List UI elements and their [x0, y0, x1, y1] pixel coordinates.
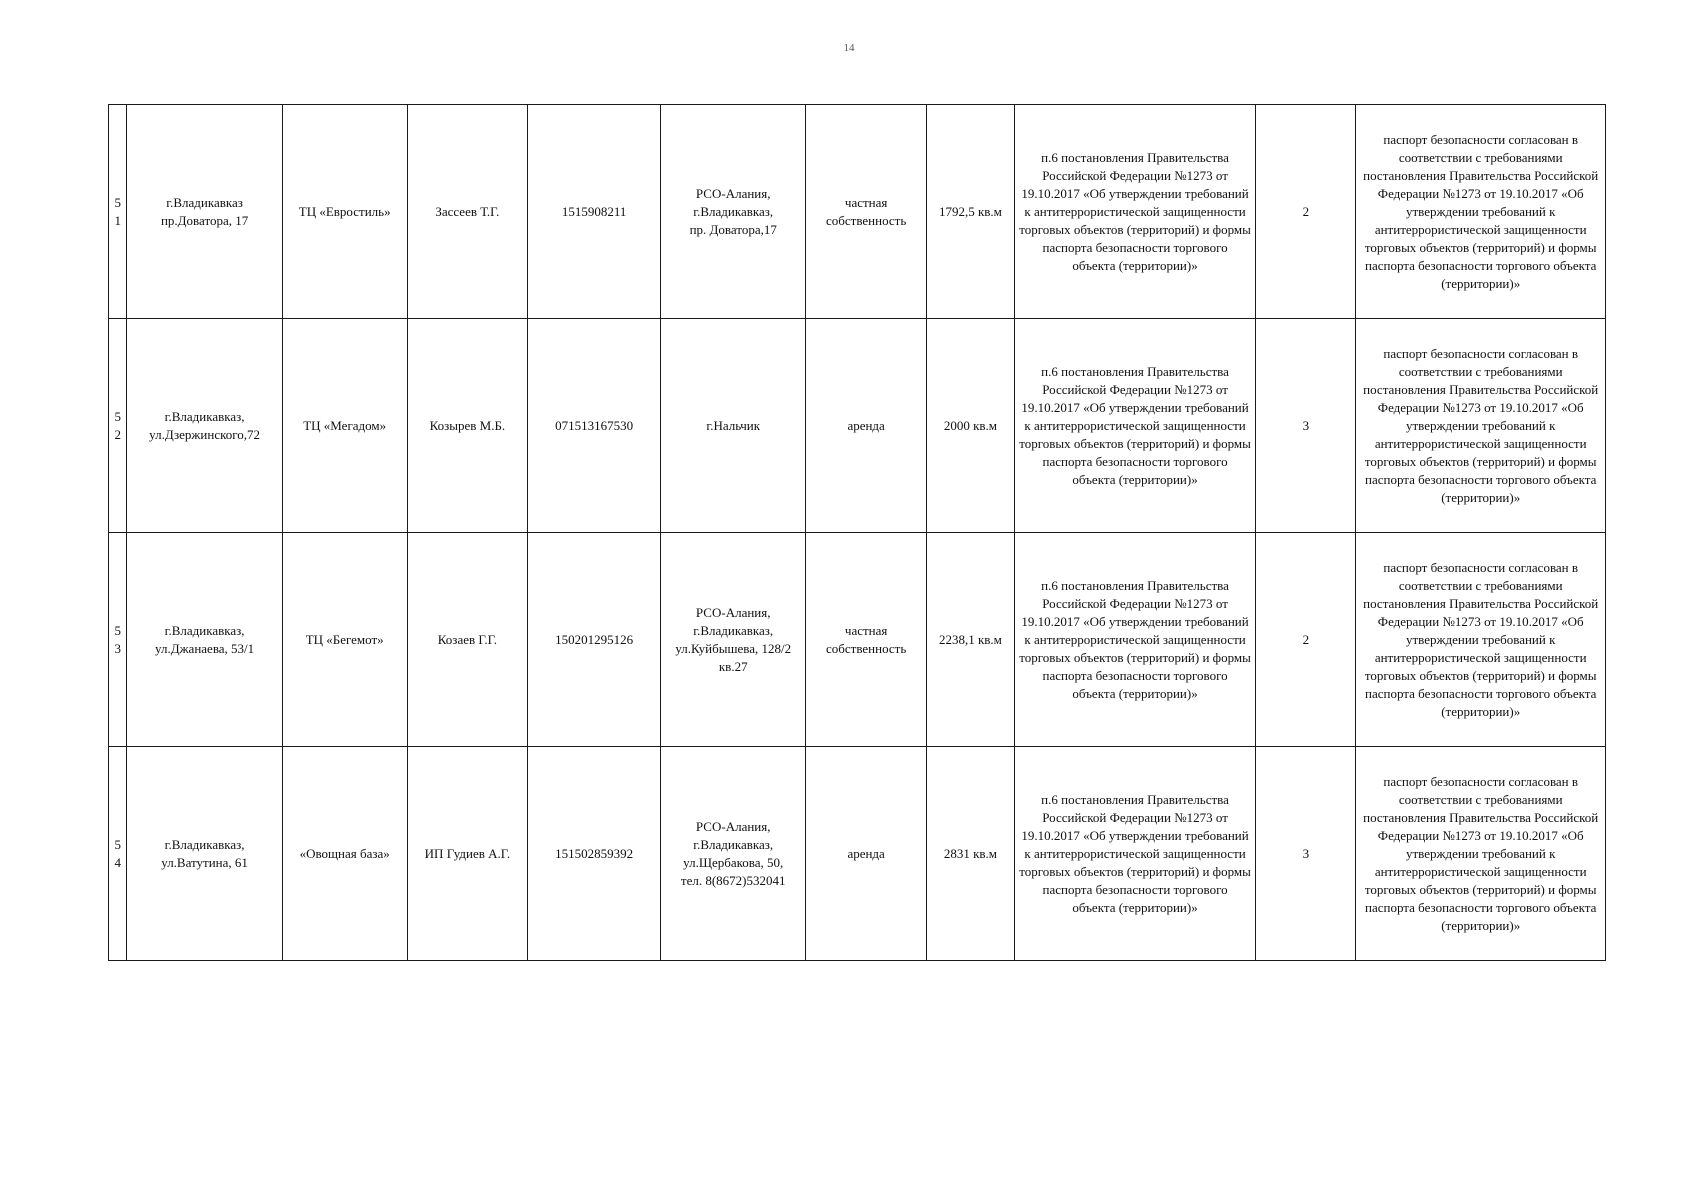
area-cell: 2000 кв.м	[926, 319, 1014, 533]
table-row	[109, 533, 1606, 747]
owner-address-cell: РСО-Алания, г.Владикавказ, ул.Щербакова, 50, тел. 8(8672)532041	[661, 747, 806, 961]
category-cell: 3	[1256, 319, 1356, 533]
legal-basis-cell: п.6 постановления Правительства Российской Федерации №1273 от 19.10.2017 «Об утверждении требований к антитеррористической защищенности торговых объектов (территорий) и формы паспорта безопасности торгового объекта (территории)»	[1014, 319, 1255, 533]
row-number-cell: 51	[109, 105, 127, 319]
row-number-cell: 53	[109, 533, 127, 747]
owner-inn-cell: 150201295126	[528, 533, 661, 747]
owner-address-cell: РСО-Алания, г.Владикавказ, ул.Куйбышева, 128/2 кв.27	[661, 533, 806, 747]
category-cell: 3	[1256, 747, 1356, 961]
object-address-cell: г.Владикавказ, ул.Ватутина, 61	[127, 747, 282, 961]
row-number-cell: 52	[109, 319, 127, 533]
passport-status-cell: паспорт безопасности согласован в соответствии с требованиями постановления Правительства Российской Федерации №1273 от 19.10.2017 «Об утверждении требований к антитеррористической защищенности торговых объектов (территорий) и формы паспорта безопасности торгового объекта (территории)»	[1356, 747, 1606, 961]
ownership-type-cell: частная собственность	[806, 105, 927, 319]
table-row	[109, 319, 1606, 533]
ownership-type-cell: частная собственность	[806, 533, 927, 747]
owner-name-cell: Зассеев Т.Г.	[407, 105, 528, 319]
owner-address-cell: РСО-Алания, г.Владикавказ, пр. Доватора,17	[661, 105, 806, 319]
page-number: 14	[843, 42, 855, 54]
passport-status-cell: паспорт безопасности согласован в соответствии с требованиями постановления Правительства Российской Федерации №1273 от 19.10.2017 «Об утверждении требований к антитеррористической защищенности торговых объектов (территорий) и формы паспорта безопасности торгового объекта (территории)»	[1356, 533, 1606, 747]
area-cell: 2831 кв.м	[926, 747, 1014, 961]
legal-basis-cell: п.6 постановления Правительства Российской Федерации №1273 от 19.10.2017 «Об утверждении требований к антитеррористической защищенности торговых объектов (территорий) и формы паспорта безопасности торгового объекта (территории)»	[1014, 747, 1255, 961]
category-cell: 2	[1256, 533, 1356, 747]
owner-inn-cell: 071513167530	[528, 319, 661, 533]
owner-inn-cell: 1515908211	[528, 105, 661, 319]
object-name-cell: «Овощная база»	[282, 747, 407, 961]
row-number-cell: 54	[109, 747, 127, 961]
area-cell: 2238,1 кв.м	[926, 533, 1014, 747]
object-address-cell: г.Владикавказ, ул.Дзержинского,72	[127, 319, 282, 533]
owner-name-cell: Козаев Г.Г.	[407, 533, 528, 747]
object-address-cell: г.Владикавказ, ул.Джанаева, 53/1	[127, 533, 282, 747]
passport-status-cell: паспорт безопасности согласован в соответствии с требованиями постановления Правительства Российской Федерации №1273 от 19.10.2017 «Об утверждении требований к антитеррористической защищенности торговых объектов (территорий) и формы паспорта безопасности торгового объекта (территории)»	[1356, 319, 1606, 533]
object-name-cell: ТЦ «Евростиль»	[282, 105, 407, 319]
owner-name-cell: Козырев М.Б.	[407, 319, 528, 533]
registry-table	[108, 104, 1606, 961]
table-row	[109, 105, 1606, 319]
registry-body	[109, 105, 1606, 961]
passport-status-cell: паспорт безопасности согласован в соответствии с требованиями постановления Правительства Российской Федерации №1273 от 19.10.2017 «Об утверждении требований к антитеррористической защищенности торговых объектов (территорий) и формы паспорта безопасности торгового объекта (территории)»	[1356, 105, 1606, 319]
ownership-type-cell: аренда	[806, 319, 927, 533]
category-cell: 2	[1256, 105, 1356, 319]
legal-basis-cell: п.6 постановления Правительства Российской Федерации №1273 от 19.10.2017 «Об утверждении требований к антитеррористической защищенности торговых объектов (территорий) и формы паспорта безопасности торгового объекта (территории)»	[1014, 105, 1255, 319]
object-address-cell: г.Владикавказ пр.Доватора, 17	[127, 105, 282, 319]
area-cell: 1792,5 кв.м	[926, 105, 1014, 319]
owner-name-cell: ИП Гудиев А.Г.	[407, 747, 528, 961]
owner-address-cell: г.Нальчик	[661, 319, 806, 533]
legal-basis-cell: п.6 постановления Правительства Российской Федерации №1273 от 19.10.2017 «Об утверждении требований к антитеррористической защищенности торговых объектов (территорий) и формы паспорта безопасности торгового объекта (территории)»	[1014, 533, 1255, 747]
owner-inn-cell: 151502859392	[528, 747, 661, 961]
object-name-cell: ТЦ «Мегадом»	[282, 319, 407, 533]
ownership-type-cell: аренда	[806, 747, 927, 961]
table-row	[109, 747, 1606, 961]
object-name-cell: ТЦ «Бегемот»	[282, 533, 407, 747]
